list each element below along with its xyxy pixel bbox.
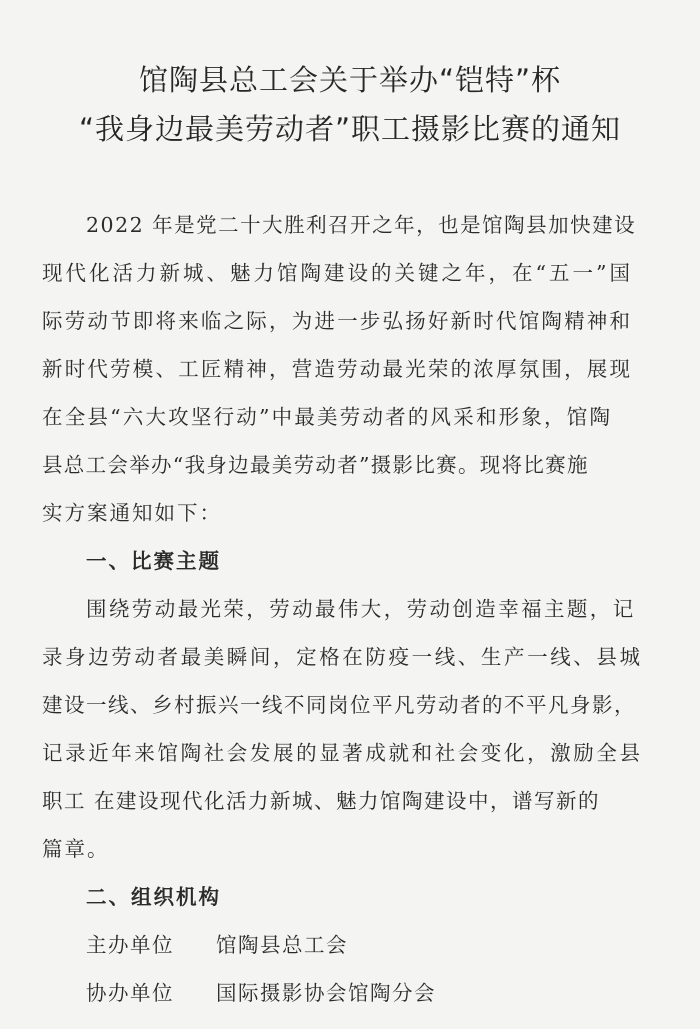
intro-paragraph-line: 县总工会举办“我身边最美劳动者”摄影比赛。现将比赛施 (42, 453, 589, 477)
document-title-line-1: 馆陶县总工会关于举办“铠特”杯 (138, 63, 562, 97)
intro-paragraph-line: 在全县“六大攻坚行动”中最美劳动者的风采和形象，馆陶 (42, 405, 613, 429)
intro-paragraph-line: 新时代劳模、工匠精神，营造劳动最光荣的浓厚氛围，展现 (42, 357, 633, 381)
organizer-value: 馆陶县总工会 (216, 933, 348, 957)
theme-paragraph-line: 篇章。 (42, 837, 110, 861)
document-title-line-2: “我身边最美劳动者”职工摄影比赛的通知 (78, 112, 622, 146)
theme-paragraph-line: 建设一线、乡村振兴一线不同岗位平凡劳动者的不平凡身影， (42, 693, 636, 717)
section-heading-organization: 二、组织机构 (86, 885, 221, 909)
intro-paragraph-line: 2022 年是党二十大胜利召开之年，也是馆陶县加快建设 (86, 213, 637, 237)
co-organizer-label: 协办单位 (86, 981, 174, 1005)
theme-paragraph-line: 记录近年来馆陶社会发展的显著成就和社会变化，激励全县 (42, 741, 643, 765)
intro-paragraph-line: 际劳动节即将来临之际，为进一步弘扬好新时代馆陶精神和 (42, 309, 633, 333)
theme-paragraph-line: 录身边劳动者最美瞬间，定格在防疫一线、生产一线、县城 (42, 645, 643, 669)
organizer-label: 主办单位 (86, 933, 174, 957)
theme-paragraph-line: 围绕劳动最光荣，劳动最伟大，劳动创造幸福主题，记 (86, 597, 636, 621)
organizer-row (86, 928, 348, 958)
section-heading-theme: 一、比赛主题 (86, 549, 221, 573)
theme-paragraph-line: 职工 在建设现代化活力新城、魅力馆陶建设中，谱写新的 (42, 789, 601, 813)
intro-paragraph-line: 实方案通知如下： (42, 501, 222, 525)
co-organizer-value: 国际摄影协会馆陶分会 (216, 981, 436, 1005)
intro-paragraph-line: 现代化活力新城、魅力馆陶建设的关键之年，在“五一”国 (42, 261, 633, 285)
co-organizer-row (86, 976, 436, 1006)
